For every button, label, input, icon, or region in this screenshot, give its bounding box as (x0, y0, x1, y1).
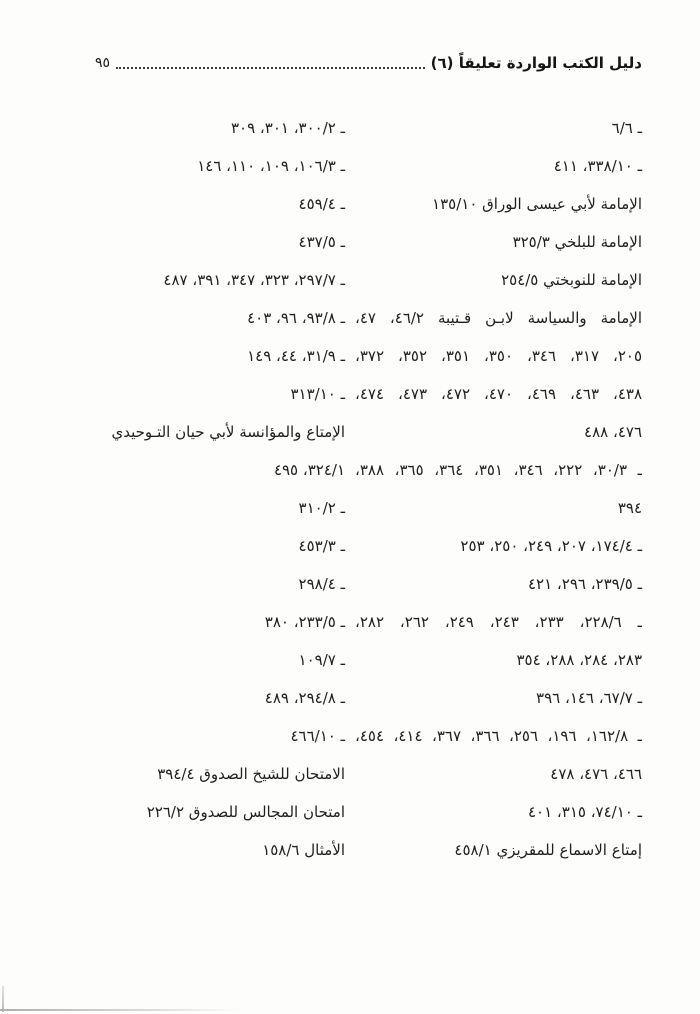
index-line: ـ ٣٠٠/٢، ٣٠١، ٣٠٩ (230, 119, 345, 137)
running-title: دليل الكتب الواردة تعليقاً (٦) (430, 54, 642, 72)
index-line: ٤٦٦، ٤٧٦، ٤٧٨ (550, 765, 642, 783)
index-line: الإمامة والسياسة لابـن قـتيبة ٤٦/٢، ٤٧، (355, 309, 642, 327)
index-line: ـ ٦/٦ (611, 119, 642, 137)
index-line: ـ ١٦٢/٨، ١٩٦، ٢٥٦، ٣٦٦، ٣٦٧، ٤١٤، ٤٥٤، (355, 727, 642, 745)
index-line: الإمامة لأبي عيسى الوراق ١٣٥/١٠ (432, 195, 642, 213)
index-column-right (355, 109, 642, 869)
page-number: ٩٥ (95, 55, 111, 71)
index-line: إمتاع الاسماع للمقريزي ٤٥٨/١ (454, 841, 642, 859)
index-line: ٤٧٦، ٤٨٨ (584, 423, 642, 441)
index-line: ـ ٣٣٨/١٠، ٤١١ (553, 157, 642, 175)
index-line: ـ ٦٧/٧، ١٤٦، ٣٩٦ (536, 689, 642, 707)
index-line: ـ ٣١٠/٢ (298, 499, 345, 517)
index-line: ـ ٢٩٨/٤ (298, 575, 345, 593)
index-line: امتحان المجالس للصدوق ٢٢٦/٢ (146, 803, 345, 821)
index-line: ٣٩٤ (617, 499, 642, 517)
scan-artifact-bottom-edge (0, 1009, 240, 1011)
index-line: ـ ١٧٤/٤، ٢٠٧، ٢٤٩، ٢٥٠، ٢٥٣ (460, 537, 642, 555)
index-columns (62, 109, 642, 869)
index-line: ـ ٢٣٩/٥، ٢٩٦، ٤٢١ (527, 575, 642, 593)
index-column-left (62, 109, 345, 869)
index-line: ـ ١٠٦/٣، ١٠٩، ١١٠، ١٤٦ (197, 157, 345, 175)
index-line: ـ ٤٥٩/٤ (298, 195, 345, 213)
index-line: ـ ٢٢٨/٦، ٢٣٣، ٢٤٣، ٢٤٩، ٢٦٢، ٢٨٢، (355, 613, 642, 631)
index-line: الأمثال ١٥٨/٦ (262, 841, 345, 859)
index-line: ـ ١٠٩/٧ (298, 651, 345, 669)
index-line: ٢٨٣، ٢٨٤، ٢٨٨، ٣٥٤ (516, 651, 642, 669)
index-line: ـ ٢٣٣/٥، ٣٨٠ (264, 613, 345, 631)
index-line: ـ ٩٣/٨، ٩٦، ٤٠٣ (247, 309, 345, 327)
page-header (95, 54, 642, 72)
index-line: الامتحان للشيخ الصدوق ٣٩٤/٤ (157, 765, 345, 783)
index-line: الإمامة للبلخي ٣٢٥/٣ (512, 233, 642, 251)
index-line: ـ ٢٩٤/٨، ٤٨٩ (264, 689, 345, 707)
index-line: ٣٢٤/١، ٤٩٥ (273, 461, 345, 479)
index-line: ـ ٤٣٧/٥ (298, 233, 345, 251)
dotted-leader (116, 66, 425, 69)
index-line: ـ ٧٤/١٠، ٣١٥، ٤٠١ (527, 803, 642, 821)
index-line: الإمامة للنوبختي ٢٥٤/٥ (501, 271, 642, 289)
index-line: ٢٠٥، ٣١٧، ٣٤٦، ٣٥٠، ٣٥١، ٣٥٢، ٣٧٢، (355, 347, 642, 365)
index-line: الإمتاع والمؤانسة لأبي حيان التـوحيدي (111, 423, 345, 441)
index-line: ـ ٤٦٦/١٠ (290, 727, 345, 745)
index-line: ـ ٣٠/٣، ٢٢٢، ٣٤٦، ٣٥١، ٣٦٤، ٣٦٥، ٣٨٨، (355, 461, 642, 479)
index-line: ـ ٣١٣/١٠ (290, 385, 345, 403)
index-line: ـ ٣١/٩، ٤٤، ١٤٩ (247, 347, 345, 365)
index-line: ٤٣٨، ٤٦٣، ٤٦٩، ٤٧٠، ٤٧٢، ٤٧٣، ٤٧٤، (355, 385, 642, 403)
index-line: ـ ٤٥٣/٣ (298, 537, 345, 555)
index-line: ـ ٢٩٧/٧، ٣٢٣، ٣٤٧، ٣٩١، ٤٨٧ (163, 271, 345, 289)
